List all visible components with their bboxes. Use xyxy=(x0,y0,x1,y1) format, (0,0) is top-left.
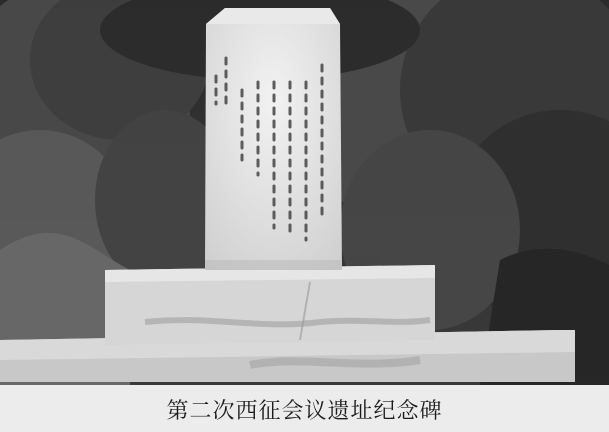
photo-caption: 第二次西征会议遗址纪念碑 xyxy=(166,399,443,424)
